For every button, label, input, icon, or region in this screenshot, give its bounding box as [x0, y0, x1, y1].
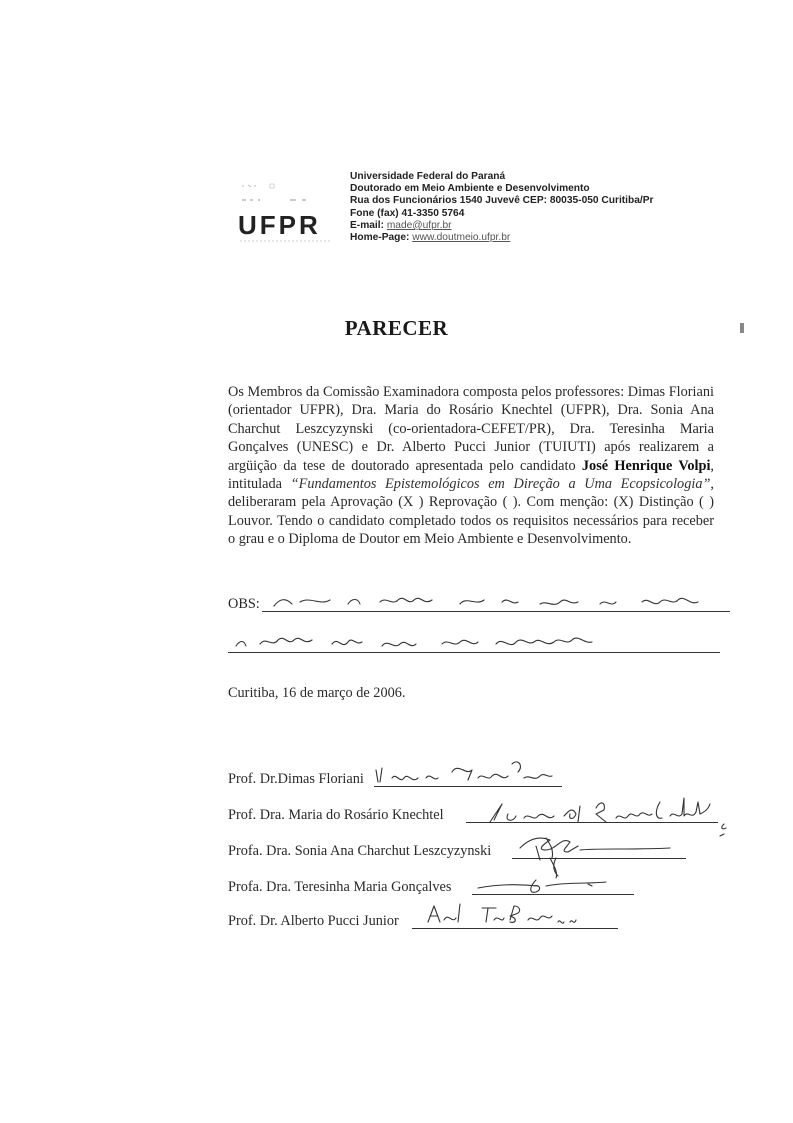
letterhead-address: Rua dos Funcionários 1540 Juvevê CEP: 80035-050 Curitiba/Pr [350, 195, 654, 207]
letterhead-homepage-row [350, 232, 690, 244]
letterhead-university: Universidade Federal do Paraná [350, 171, 506, 182]
ufpr-logo: UFPR [238, 210, 321, 240]
obs-handwriting-2 [232, 630, 712, 652]
signatory-3: Profa. Dra. Sonia Ana Charchut Leszcyzynski [228, 843, 492, 859]
signature-line-1 [374, 786, 562, 787]
signatory-2: Prof. Dra. Maria do Rosário Knechtel [228, 807, 444, 823]
obs-handwriting-1 [270, 592, 730, 612]
logo-subtitle-mark [240, 238, 332, 244]
parecer-body [228, 383, 714, 549]
homepage-link[interactable]: www.doutmeio.ufpr.br [412, 232, 511, 244]
letterhead-email-row [350, 220, 690, 232]
letterhead-phone: Fone (fax) 41-3350 5764 [350, 207, 465, 219]
email-link[interactable]: made@ufpr.br [386, 219, 452, 231]
body-part3: , deliberaram pela Aprovação (X ) Reprovação ( ). Com menção: (X) Distinção ( ) Louvor. Tendo o candidato completado todos os requisitos necessários para receber o grau e o Diploma de Doutor em Meio Ambiente e Desenvolvimento. [228, 476, 714, 548]
obs-label: OBS: [228, 596, 260, 612]
date: Curitiba, 16 de março de 2006. [228, 685, 406, 701]
body-part1: Os Membros da Comissão Examinadora composta pelos professores: Dimas Floriani (orientador UFPR), Dra. Maria do Rosário Knechtel (UFPR), Dra. Sonia Ana Charchut Leszcyzynski (co-orientadora-CEFET/PR), Dra. Teresinha Maria Gonçalves (UNESC) e Dr. Alberto Pucci Junior (TUIUTI) após realizarem a argüição da tese de doutorado apresentada pelo candidato [228, 384, 714, 474]
signatory-5: Prof. Dr. Alberto Pucci Junior [228, 913, 399, 929]
body-part2: , intitulada [228, 457, 714, 493]
candidate-name: José Henrique Volpi [581, 457, 711, 474]
signatory-1: Prof. Dr.Dimas Floriani [228, 771, 364, 787]
signature-alberto-pucci [422, 900, 592, 930]
signature-dimas-floriani [374, 756, 574, 786]
email-label: E-mail: [350, 219, 384, 231]
signature-teresinha-goncalves [476, 870, 636, 898]
page-title: PARECER [344, 316, 449, 340]
obs-line-2 [228, 652, 720, 653]
homepage-label: Home-Page: [350, 232, 410, 244]
signatory-4: Profa. Dra. Teresinha Maria Gonçalves [228, 879, 452, 895]
thesis-title: “Fundamentos Epistemológicos em Direção a Uma Ecopsicologia” [290, 476, 711, 493]
letterhead-program: Doutorado em Meio Ambiente e Desenvolvimento [350, 183, 590, 195]
ufpr-crest [240, 182, 320, 204]
letterhead [350, 171, 690, 244]
